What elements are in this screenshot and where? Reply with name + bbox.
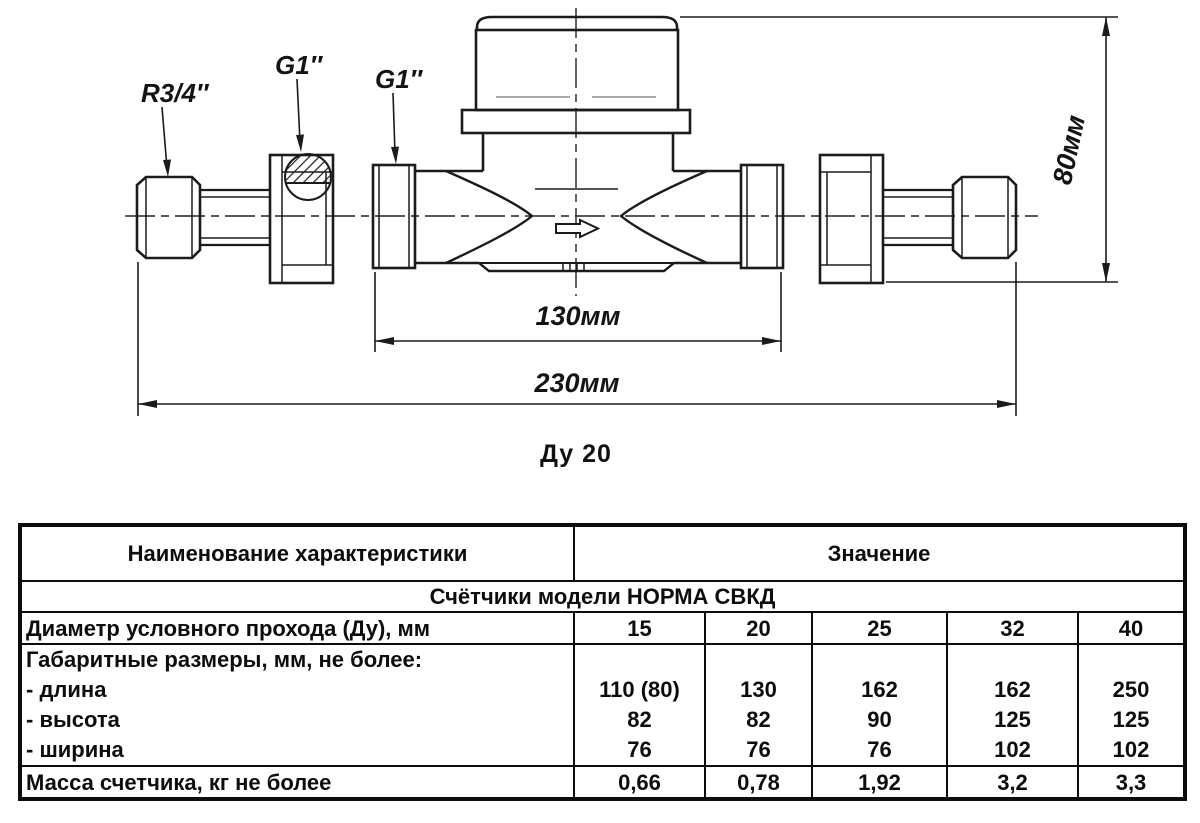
dim-text-230mm: 230мм: [534, 368, 620, 398]
centerlines: [125, 8, 1038, 296]
row-label-mass: Масса счетчика, кг не более: [20, 766, 574, 799]
right-fitting: [820, 155, 1016, 283]
table-cell: 250 125 102: [1078, 644, 1185, 766]
table-row: [20, 612, 1185, 644]
table-row: [20, 766, 1185, 799]
header-name: Наименование характеристики: [20, 525, 574, 581]
table-cell: 20: [705, 612, 812, 644]
header-value: Значение: [574, 525, 1185, 581]
meter-body: [373, 17, 783, 271]
table-cell: 40: [1078, 612, 1185, 644]
left-union-nut: [270, 154, 333, 283]
table-cell: 162 90 76: [812, 644, 947, 766]
dimension-80mm: [680, 17, 1118, 282]
label-line: - длина: [26, 677, 107, 703]
label-line: - ширина: [26, 737, 124, 763]
row-label-diameter: Диаметр условного прохода (Ду), мм: [20, 612, 574, 644]
dim-text-80mm: 80мм: [1047, 112, 1091, 188]
table-cell: 130 82 76: [705, 644, 812, 766]
table-cell: 0,78: [705, 766, 812, 799]
dim-text-130mm: 130мм: [535, 301, 621, 331]
table-cell: 110 (80) 82 76: [574, 644, 705, 766]
row-label-dimensions: [20, 644, 574, 766]
table-header-row: [20, 525, 1185, 581]
thread-label-r34: R3/4″: [141, 78, 209, 108]
table-cell: 3,3: [1078, 766, 1185, 799]
drawing-caption: Ду 20: [540, 440, 612, 468]
spec-table: [18, 523, 1187, 801]
flow-arrow: [556, 220, 598, 237]
thread-label-g1-nut: G1″: [275, 50, 323, 80]
table-cell: 0,66: [574, 766, 705, 799]
table-cell: 15: [574, 612, 705, 644]
table-cell: 162 125 102: [947, 644, 1078, 766]
table-subheader-row: [20, 581, 1185, 612]
table-cell: 1,92: [812, 766, 947, 799]
label-line: Габаритные размеры, мм, не более:: [26, 647, 423, 673]
register-head: [476, 30, 678, 110]
table-row: [20, 644, 1185, 766]
table-cell: 32: [947, 612, 1078, 644]
thread-label-g1-meter: G1″: [375, 64, 423, 94]
subheader-model: Счётчики модели НОРМА СВКД: [20, 581, 1185, 612]
thread-hatch: [283, 156, 333, 183]
table-cell: 3,2: [947, 766, 1078, 799]
left-fitting: [137, 177, 271, 258]
label-line: - высота: [26, 707, 120, 733]
table-cell: 25: [812, 612, 947, 644]
